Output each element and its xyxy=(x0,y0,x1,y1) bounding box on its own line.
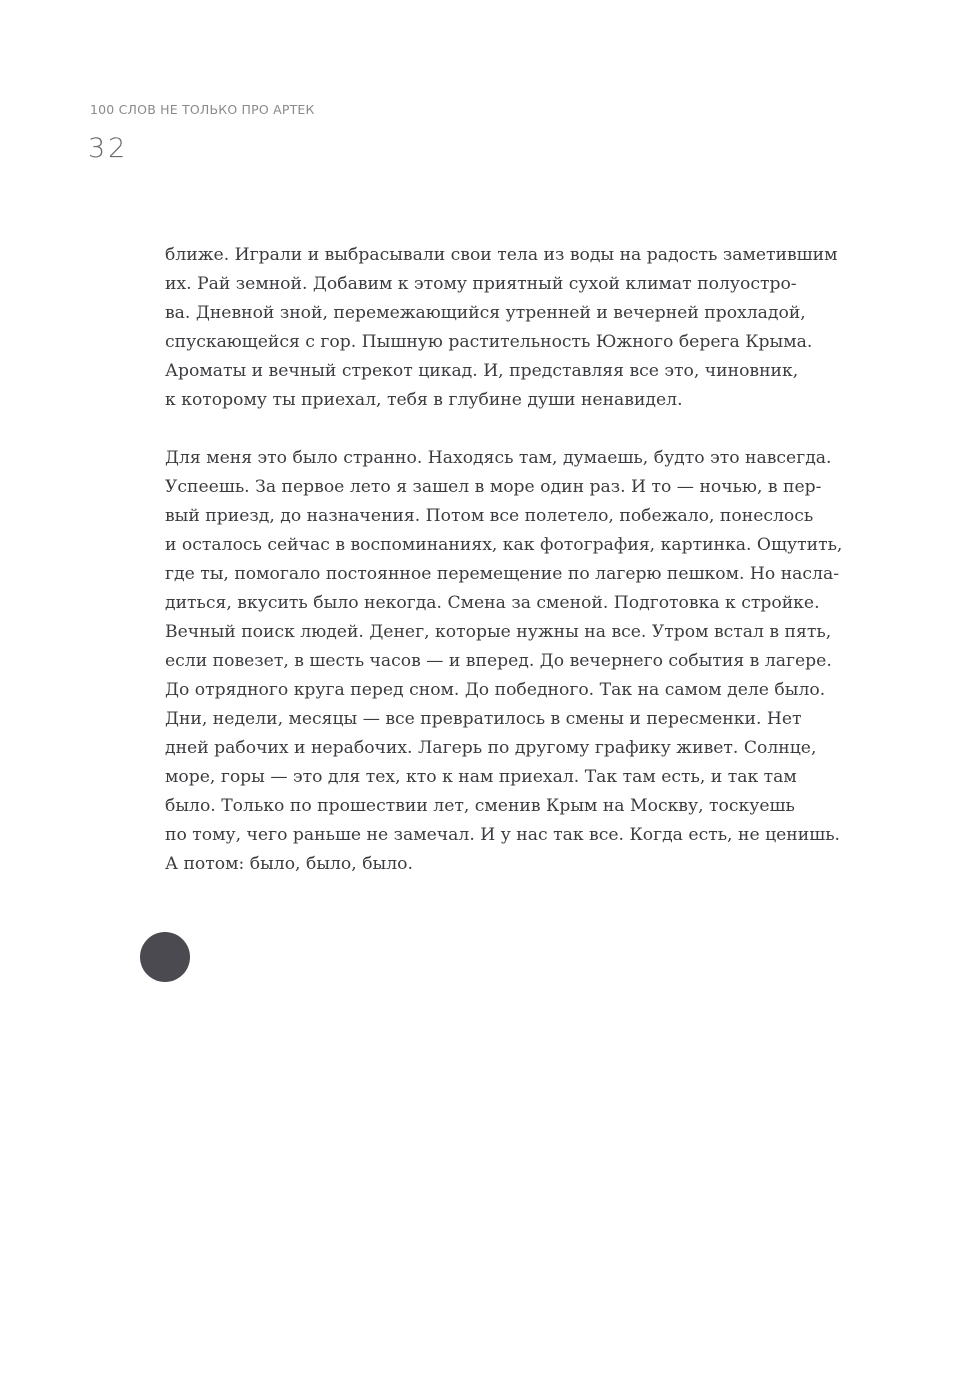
text-line: ближе. Играли и выбрасывали свои тела из воды на радость заметившим xyxy=(165,245,838,265)
text-line: Для меня это было странно. Находясь там, думаешь, будто это навсегда. xyxy=(165,448,832,468)
text-line: Дни, недели, месяцы — все превратилось в смены и пересменки. Нет xyxy=(165,709,802,729)
text-line: ва. Дневной зной, перемежающийся утренней и вечерней прохладой, xyxy=(165,303,806,323)
text-line: Вечный поиск людей. Денег, которые нужны на все. Утром встал в пять, xyxy=(165,622,832,642)
page-number: 32 xyxy=(88,133,129,164)
body-text xyxy=(165,241,843,879)
text-line: вый приезд, до назначения. Потом все полетело, побежало, понеслось xyxy=(165,506,814,526)
running-header-book-title: 100 СЛОВ НЕ ТОЛЬКО ПРО АРТЕК xyxy=(90,102,315,117)
text-line: спускающейся с гор. Пышную растительность Южного берега Крыма. xyxy=(165,332,813,352)
text-line: их. Рай земной. Добавим к этому приятный сухой климат полуостро- xyxy=(165,274,797,294)
text-line: море, горы — это для тех, кто к нам приехал. Так там есть, и так там xyxy=(165,767,797,787)
paragraph-1 xyxy=(165,241,838,415)
text-line: диться, вкусить было некогда. Смена за сменой. Подготовка к стройке. xyxy=(165,593,820,613)
paragraph-2 xyxy=(165,444,843,879)
text-line: где ты, помогало постоянное перемещение по лагерю пешком. Но насла- xyxy=(165,564,840,584)
filled-circle-icon xyxy=(140,932,190,982)
text-line: к которому ты приехал, тебя в глубине души ненавидел. xyxy=(165,390,683,410)
text-line: дней рабочих и нерабочих. Лагерь по другому графику живет. Солнце, xyxy=(165,738,817,758)
text-line: Успеешь. За первое лето я зашел в море один раз. И то — ночью, в пер- xyxy=(165,477,822,497)
text-line: если повезет, в шесть часов — и вперед. До вечернего события в лагере. xyxy=(165,651,832,671)
text-line: До отрядного круга перед сном. До победного. Так на самом деле было. xyxy=(165,680,826,700)
text-line: А потом: было, было, было. xyxy=(165,854,413,874)
text-line: по тому, чего раньше не замечал. И у нас так все. Когда есть, не ценишь. xyxy=(165,825,841,845)
text-line: и осталось сейчас в воспоминаниях, как фотография, картинка. Ощутить, xyxy=(165,535,843,555)
text-line: было. Только по прошествии лет, сменив Крым на Москву, тоскуешь xyxy=(165,796,795,816)
text-line: Ароматы и вечный стрекот цикад. И, представляя все это, чиновник, xyxy=(165,361,799,381)
